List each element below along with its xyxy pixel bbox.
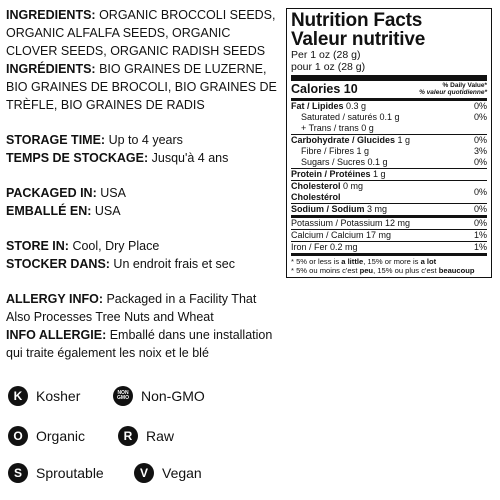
badge-kosher bbox=[8, 386, 80, 406]
fat-value: 0.3 g bbox=[343, 101, 367, 111]
sproutable-icon: S bbox=[8, 463, 28, 483]
non-gmo-icon-bottom: GMO bbox=[117, 395, 129, 401]
store-en-text: Cool, Dry Place bbox=[68, 239, 160, 253]
raw-icon: R bbox=[118, 426, 138, 446]
packaged-block bbox=[6, 184, 282, 220]
protein-row bbox=[291, 169, 487, 180]
carbohydrate-dv: 0% bbox=[473, 135, 487, 145]
saturated-row bbox=[291, 112, 487, 123]
fibre-row bbox=[291, 146, 487, 157]
storage-fr-text: Jusqu'à 4 ans bbox=[148, 151, 229, 165]
ingredients-en-text: ORGANIC BROCCOLI SEEDS, ORGANIC ALFALFA SEEDS, ORGANIC CLOVER SEEDS, ORGANIC RADISH SEEDS bbox=[6, 8, 276, 58]
cholesterol-value: 0 mg bbox=[340, 181, 364, 191]
cholesterol-label-en: Cholesterol bbox=[291, 181, 341, 191]
allergy-fr-text: Emballé dans une installation qui traite également les noix et le blé bbox=[6, 328, 273, 360]
serving-size-fr: pour 1 oz (28 g) bbox=[291, 61, 366, 73]
fat-row bbox=[291, 101, 487, 112]
footnote-en-bold: a little bbox=[341, 257, 364, 266]
sugars-dv: 0% bbox=[473, 157, 487, 167]
calories-label: Calories 10 bbox=[291, 82, 358, 96]
sodium-label: Sodium / Sodium bbox=[291, 204, 365, 214]
non-gmo-icon bbox=[113, 386, 133, 406]
ingredients-fr bbox=[6, 60, 282, 114]
packaged-fr-label: EMBALLÉ EN: bbox=[6, 204, 92, 218]
potassium-row bbox=[291, 218, 487, 229]
ingredients-fr-label: INGRÉDIENTS: bbox=[6, 62, 96, 76]
kosher-icon: K bbox=[8, 386, 28, 406]
badge-sproutable bbox=[8, 463, 104, 483]
storage-en-label: STORAGE TIME: bbox=[6, 133, 106, 147]
ingredients-fr-text: BIO GRAINES DE LUZERNE, BIO GRAINES DE BROCOLI, BIO GRAINES DE TRÈFLE, BIO GRAINES DE RADIS bbox=[6, 62, 277, 112]
calories-row bbox=[291, 81, 487, 98]
organic-icon: O bbox=[8, 426, 28, 446]
nutrition-title-fr: Valeur nutritive bbox=[291, 29, 426, 50]
iron-label: Iron / Fer 0.2 mg bbox=[291, 242, 358, 252]
footnote-en-bold: a lot bbox=[420, 257, 437, 266]
sodium-value: 3 mg bbox=[364, 204, 388, 214]
saturated-label: Saturated / saturés 0.1 g bbox=[301, 112, 400, 122]
protein-label: Protein / Protéines bbox=[291, 169, 371, 179]
allergy-fr-label: INFO ALLERGIE: bbox=[6, 328, 107, 342]
footnote-fr-text: * 5% ou moins c'est bbox=[291, 265, 360, 275]
store-block bbox=[6, 237, 282, 273]
calcium-row bbox=[291, 230, 487, 241]
ingredients-en bbox=[6, 6, 282, 60]
fibre-dv: 3% bbox=[473, 146, 487, 156]
iron-dv: 1% bbox=[473, 242, 487, 252]
packaged-en bbox=[6, 184, 282, 202]
nutrition-facts-panel bbox=[286, 8, 492, 278]
store-en bbox=[6, 237, 282, 255]
footnote-en-text: , 15% or more is bbox=[363, 257, 421, 266]
badge-label: Non-GMO bbox=[141, 388, 205, 404]
badge-vegan bbox=[134, 463, 202, 483]
non-gmo-icon-top: NON bbox=[117, 390, 129, 396]
cholesterol-dv: 0% bbox=[473, 186, 487, 197]
serving-size-en: Per 1 oz (28 g) bbox=[291, 49, 361, 61]
storage-en-text: Up to 4 years bbox=[105, 133, 183, 147]
badge-label: Sproutable bbox=[36, 465, 104, 481]
sodium-row bbox=[291, 204, 487, 215]
cholesterol-label-fr: Cholestérol bbox=[291, 192, 341, 202]
cholesterol-row bbox=[291, 181, 487, 203]
calcium-label: Calcium / Calcium 17 mg bbox=[291, 230, 392, 240]
daily-value-fr: % valeur quotidienne* bbox=[419, 89, 487, 96]
product-info bbox=[6, 6, 282, 379]
potassium-label: Potassium / Potassium 12 mg bbox=[291, 218, 411, 228]
badge-label: Vegan bbox=[162, 465, 202, 481]
potassium-dv: 0% bbox=[473, 218, 487, 228]
fat-dv: 0% bbox=[473, 101, 487, 111]
ingredients-en-label: INGREDIENTS: bbox=[6, 8, 96, 22]
footnote bbox=[291, 256, 487, 275]
badge-label: Organic bbox=[36, 428, 86, 444]
ingredients-block bbox=[6, 6, 282, 114]
nutrition-title-en: Nutrition Facts bbox=[291, 10, 423, 31]
allergy-en-label: ALLERGY INFO: bbox=[6, 292, 103, 306]
allergy-fr bbox=[6, 326, 282, 362]
packaged-en-text: USA bbox=[96, 186, 126, 200]
sugars-row bbox=[291, 157, 487, 168]
footnote-fr-bold: peu bbox=[359, 265, 374, 275]
storage-fr bbox=[6, 149, 282, 167]
saturated-dv: 0% bbox=[473, 112, 487, 122]
sodium-dv: 0% bbox=[473, 204, 487, 214]
footnote-fr-bold: beaucoup bbox=[438, 265, 475, 275]
allergy-en-text: Packaged in a Facility That Also Processes Tree Nuts and Wheat bbox=[6, 292, 257, 324]
store-fr bbox=[6, 255, 282, 273]
packaged-en-label: PACKAGED IN: bbox=[6, 186, 97, 200]
allergy-block bbox=[6, 290, 282, 362]
fibre-label: Fibre / Fibres 1 g bbox=[301, 146, 370, 156]
footnote-en-text: * 5% or less is bbox=[291, 257, 342, 266]
badge-organic bbox=[8, 426, 85, 446]
carbohydrate-label: Carbohydrate / Glucides bbox=[291, 135, 396, 145]
badge-non-gmo bbox=[113, 386, 205, 406]
trans-row bbox=[291, 123, 487, 134]
protein-value: 1 g bbox=[370, 169, 386, 179]
daily-value-en: % Daily Value* bbox=[442, 82, 487, 89]
daily-value-header bbox=[419, 82, 487, 96]
store-fr-label: STOCKER DANS: bbox=[6, 257, 110, 271]
store-en-label: STORE IN: bbox=[6, 239, 69, 253]
store-fr-text: Un endroit frais et sec bbox=[109, 257, 236, 271]
iron-row bbox=[291, 242, 487, 253]
storage-fr-label: TEMPS DE STOCKAGE: bbox=[6, 151, 149, 165]
carbohydrate-row bbox=[291, 135, 487, 146]
badge-raw bbox=[118, 426, 174, 446]
calcium-dv: 1% bbox=[473, 230, 487, 240]
storage-block bbox=[6, 131, 282, 167]
badge-label: Raw bbox=[146, 428, 175, 444]
allergy-en bbox=[6, 290, 282, 326]
footnote-fr-text: , 15% ou plus c'est bbox=[373, 265, 439, 275]
storage-en bbox=[6, 131, 282, 149]
footnote-fr bbox=[291, 266, 475, 275]
packaged-fr-text: USA bbox=[91, 204, 121, 218]
packaged-fr bbox=[6, 202, 282, 220]
fat-label: Fat / Lipides bbox=[291, 101, 344, 111]
badge-label: Kosher bbox=[36, 388, 81, 404]
trans-label: + Trans / trans 0 g bbox=[301, 123, 374, 133]
carbohydrate-value: 1 g bbox=[395, 135, 411, 145]
vegan-icon: V bbox=[134, 463, 154, 483]
sugars-label: Sugars / Sucres 0.1 g bbox=[301, 157, 388, 167]
